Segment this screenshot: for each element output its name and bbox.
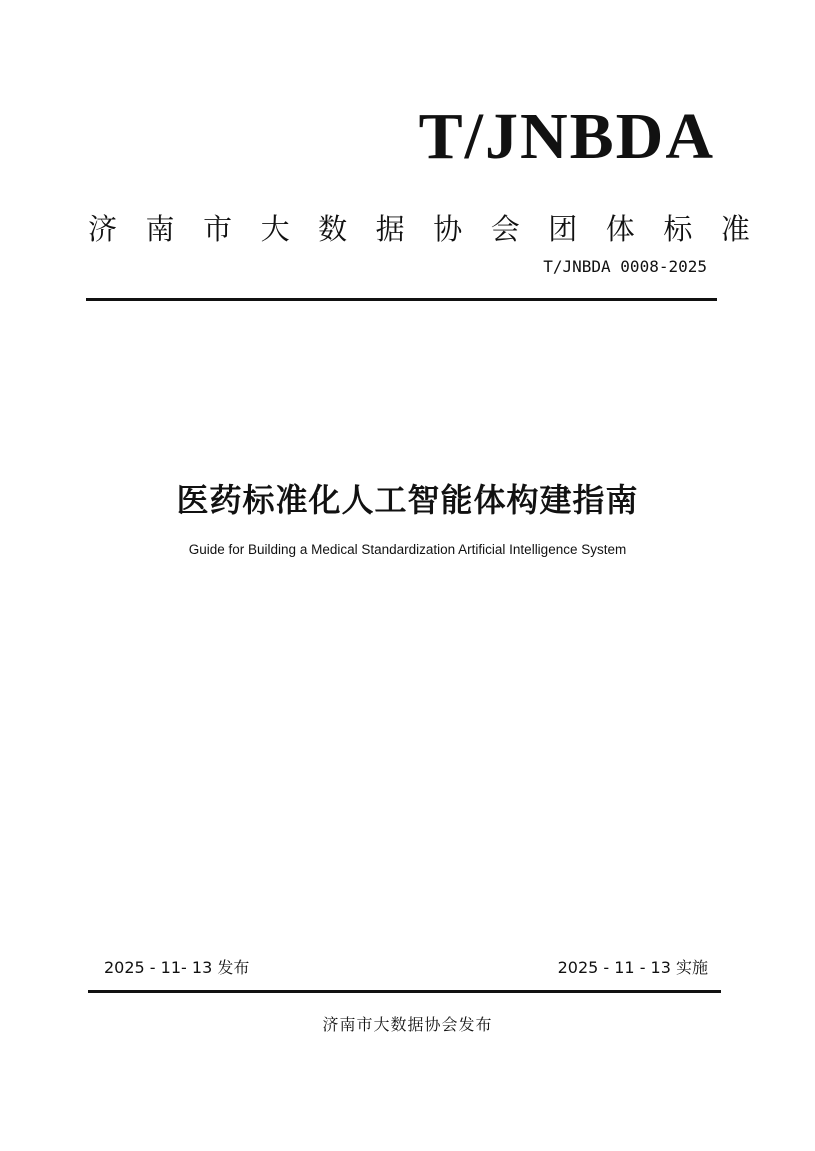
org-title-char: 团: [548, 211, 578, 246]
bottom-divider: [88, 990, 721, 993]
org-title-char: 据: [375, 211, 405, 246]
org-title-char: 体: [605, 211, 635, 246]
org-title-char: 数: [318, 211, 348, 246]
org-title-char: 准: [720, 211, 750, 246]
org-title-char: 标: [663, 211, 693, 246]
org-title-char: 大: [260, 211, 290, 246]
org-title-char: 会: [490, 211, 520, 246]
implementation-date: 2025 - 11 - 13 实施: [557, 958, 708, 977]
brand-code: T/JNBDA: [418, 100, 715, 173]
org-standard-title: [88, 206, 750, 252]
org-title-char: 南: [145, 211, 175, 246]
top-divider: [86, 298, 717, 301]
release-date: 2025 - 11- 13 发布: [104, 958, 250, 977]
standard-number: T/JNBDA 0008-2025: [543, 257, 707, 276]
document-title: 医药标准化人工智能体构建指南: [176, 481, 639, 519]
org-title-char: 协: [433, 211, 463, 246]
org-title-char: 市: [203, 211, 233, 246]
publisher: 济南市大数据协会发布: [322, 1015, 493, 1034]
document-subtitle-en: Guide for Building a Medical Standardization Artificial Intelligence System: [188, 542, 627, 557]
org-title-char: 济: [88, 211, 118, 246]
